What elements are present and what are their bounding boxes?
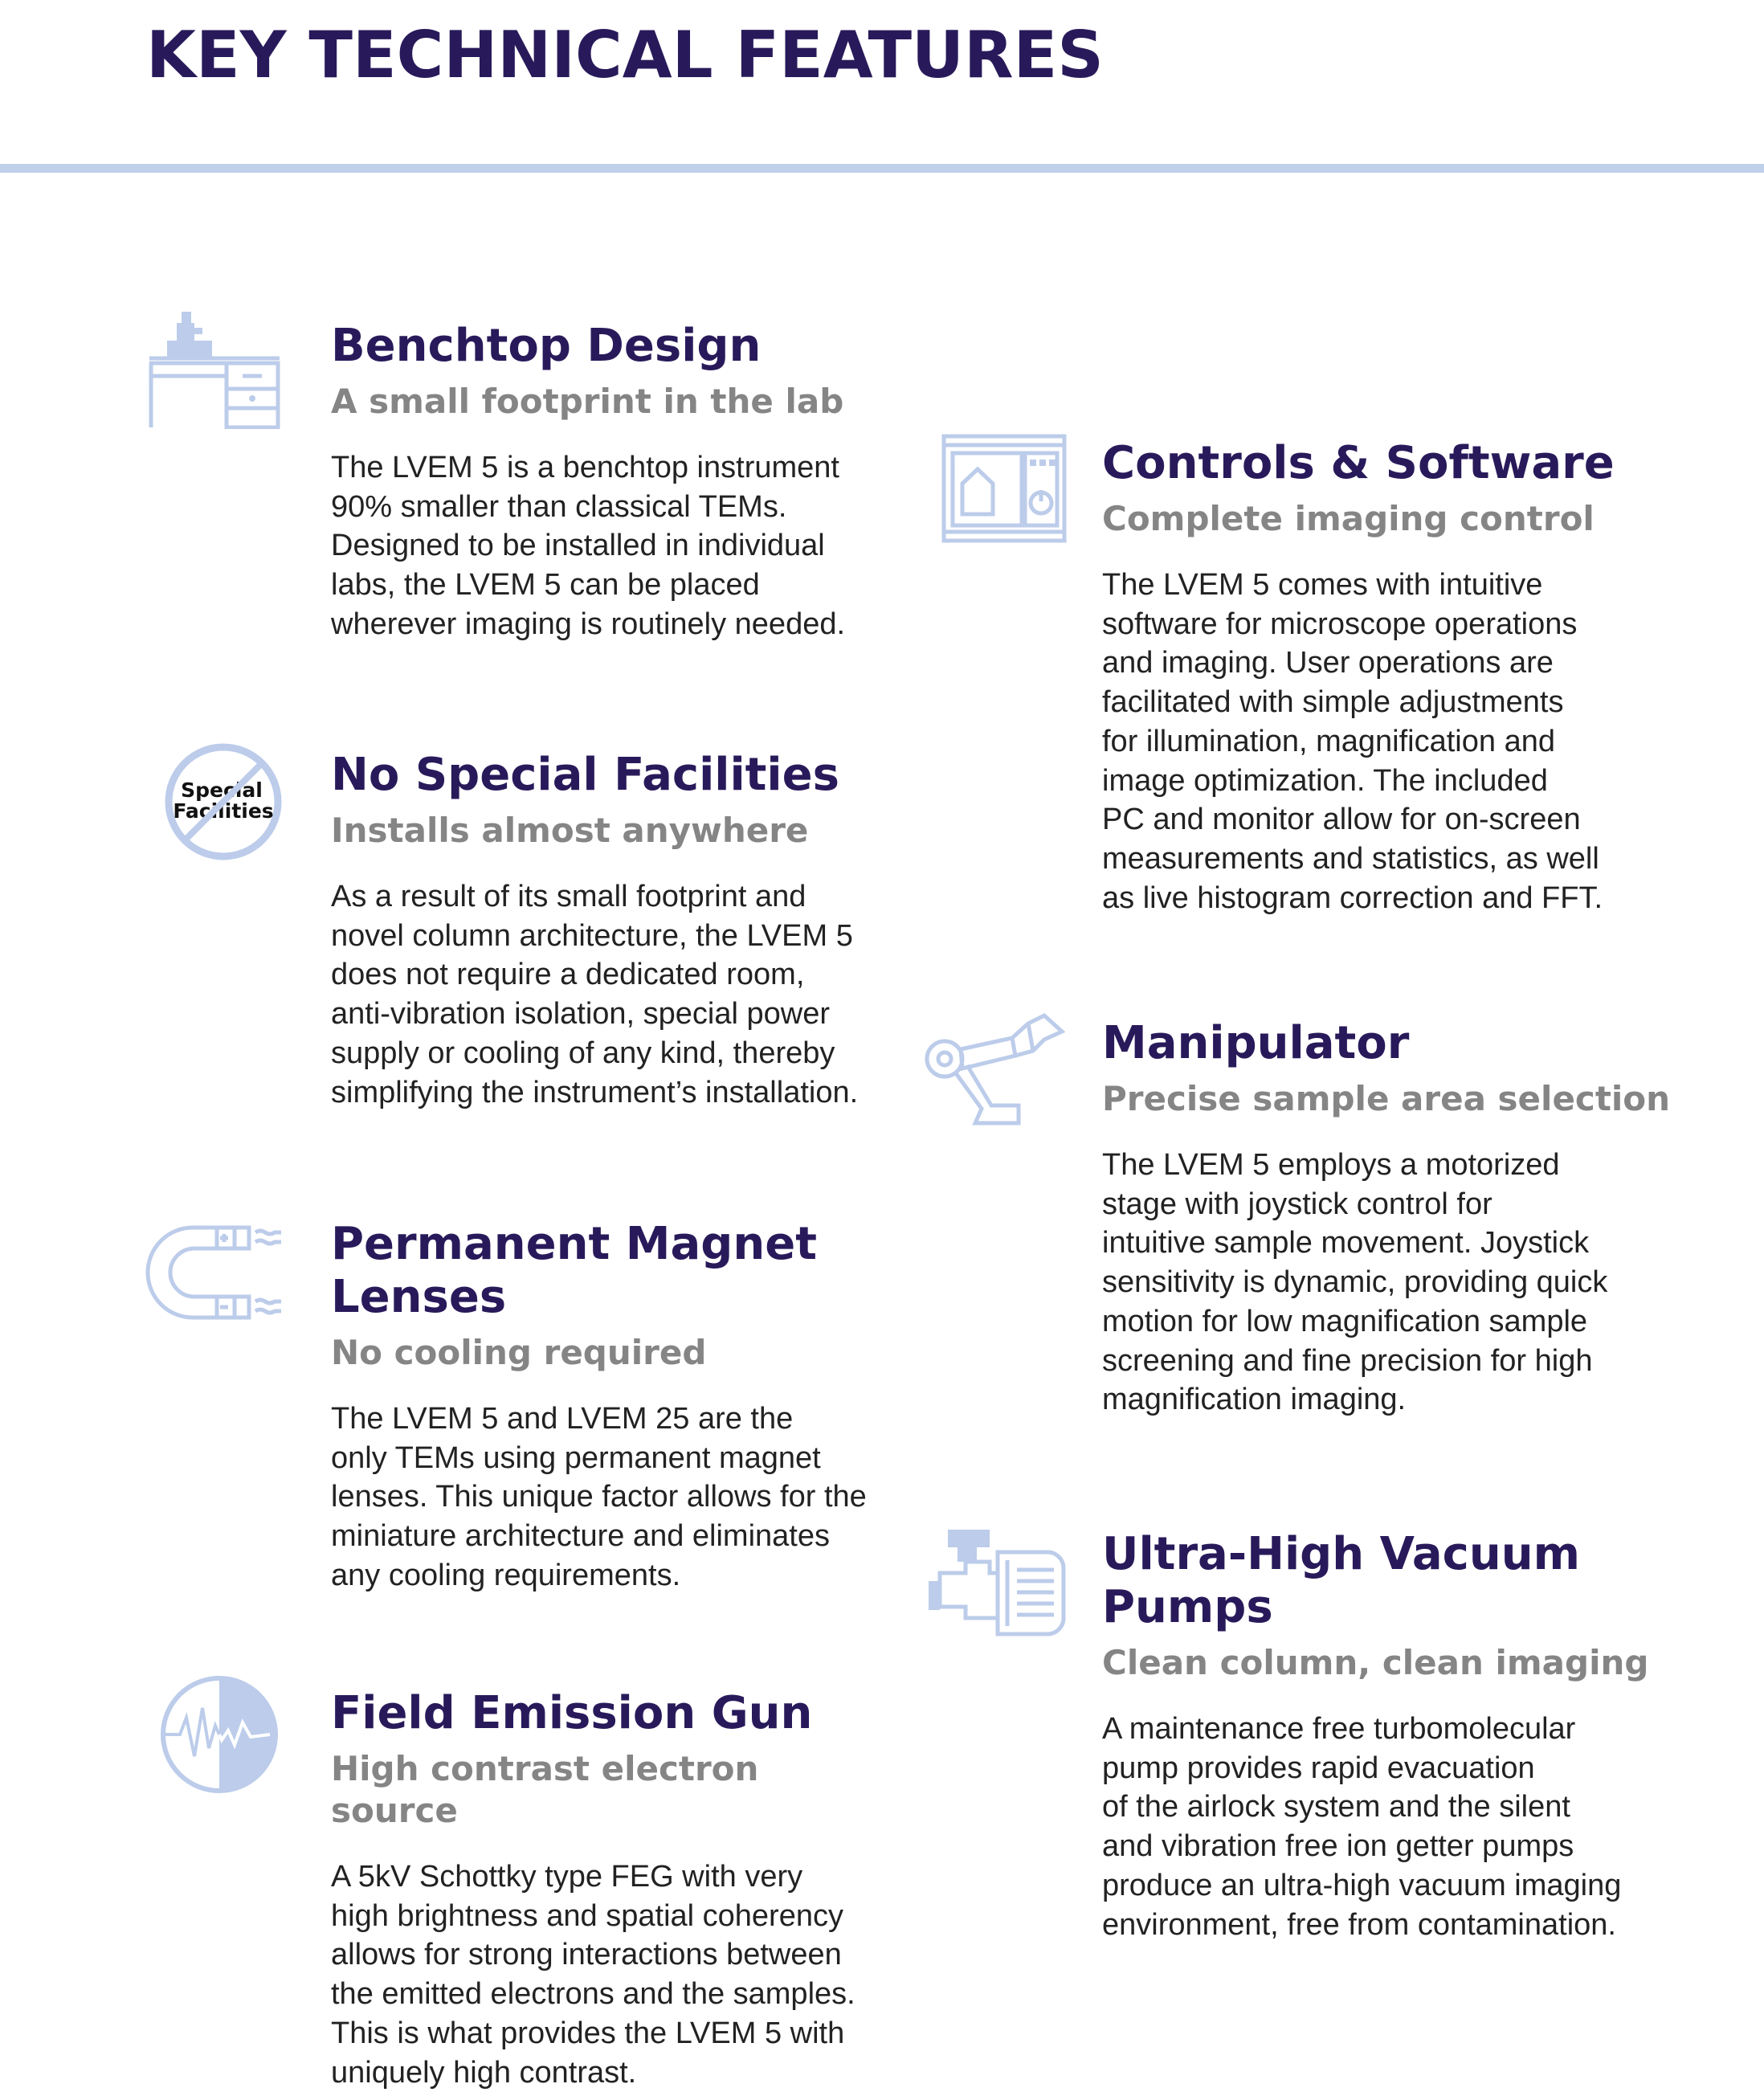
- control-panel-icon: [941, 434, 1067, 543]
- feature-body: The LVEM 5 is a benchtop instrument 90% smaller than classical TEMs. Designed to be installed in individual labs, the LVEM 5 can be placed wherever imaging is routinely needed.: [331, 451, 846, 641]
- feature-subtitle: Precise sample area selection: [1102, 1079, 1671, 1118]
- vacuum-pump-icon: [927, 1528, 1068, 1637]
- header-divider: [0, 164, 1764, 173]
- icon-text-special: Special: [181, 778, 263, 802]
- feature-subtitle: Complete imaging control: [1102, 499, 1595, 538]
- feature-title: Field Emission Gun: [331, 1687, 813, 1739]
- feature-title: Controls & Software: [1102, 437, 1615, 489]
- feature-body: The LVEM 5 comes with intuitive software for microscope operations and imaging. User operations are facilitated with simple adjustments for illumination, magnification and image optimization. The included PC and monitor allow for on-screen measurements and statistics, as well as live histogram correction and FFT.: [1102, 568, 1603, 915]
- feature-permanent-magnet-lenses: [331, 1218, 893, 1596]
- feature-benchtop-design: [331, 320, 877, 644]
- feature-no-special-facilities: [331, 749, 893, 1112]
- feature-field-emission-gun: [331, 1687, 893, 2092]
- magnet-icon: [145, 1223, 294, 1324]
- icon-text-facilities: Facilities: [173, 799, 274, 823]
- electron-gun-signal-icon: [157, 1673, 281, 1796]
- feature-body: As a result of its small footprint and novel column architecture, the LVEM 5 does not require a dedicated room, anti-vibration isolation, special power supply or cooling of any kind, thereby simplifying the instrument’s installation.: [331, 880, 859, 1109]
- no-special-facilities-icon: [162, 741, 284, 863]
- feature-title: Manipulator: [1102, 1017, 1410, 1069]
- feature-subtitle: Clean column, clean imaging: [1102, 1643, 1649, 1682]
- robotic-arm-icon: [924, 1009, 1065, 1126]
- feature-subtitle: High contrast electron source: [331, 1749, 759, 1830]
- feature-ultra-high-vacuum-pumps: [1102, 1528, 1697, 1944]
- feature-subtitle: Installs almost anywhere: [331, 811, 809, 850]
- feature-body: The LVEM 5 employs a motorized stage with joystick control for intuitive sample movement. Joystick sensitivity is dynamic, providing quick motion for low magnification sample screening and fine precision for high magnification imaging.: [1102, 1148, 1608, 1417]
- feature-title: Benchtop Design: [331, 320, 762, 372]
- feature-body: The LVEM 5 and LVEM 25 are the only TEMs using permanent magnet lenses. This unique factor allows for the miniature architecture and eliminates any cooling requirements.: [331, 1402, 867, 1592]
- feature-body: A maintenance free turbomolecular pump provides rapid evacuation of the airlock system and the silent and vibration free ion getter pumps produce an ultra-high vacuum imaging environment, free from contamination.: [1102, 1712, 1622, 1942]
- page-title: KEY TECHNICAL FEATURES: [146, 18, 1104, 92]
- feature-controls-software: [1102, 437, 1680, 917]
- feature-manipulator: [1102, 1017, 1680, 1420]
- feature-body: A 5kV Schottky type FEG with very high brightness and spatial coherency allows for strong interactions between the emitted electrons and the samples. This is what provides the LVEM 5 with uniquely high contrast.: [331, 1860, 855, 2090]
- feature-title: Ultra-High Vacuum Pumps: [1102, 1528, 1580, 1633]
- feature-title: No Special Facilities: [331, 749, 839, 801]
- feature-subtitle: No cooling required: [331, 1333, 707, 1372]
- benchtop-desk-icon: [146, 308, 283, 429]
- feature-title: Permanent Magnet Lenses: [331, 1218, 817, 1323]
- feature-subtitle: A small footprint in the lab: [331, 382, 844, 421]
